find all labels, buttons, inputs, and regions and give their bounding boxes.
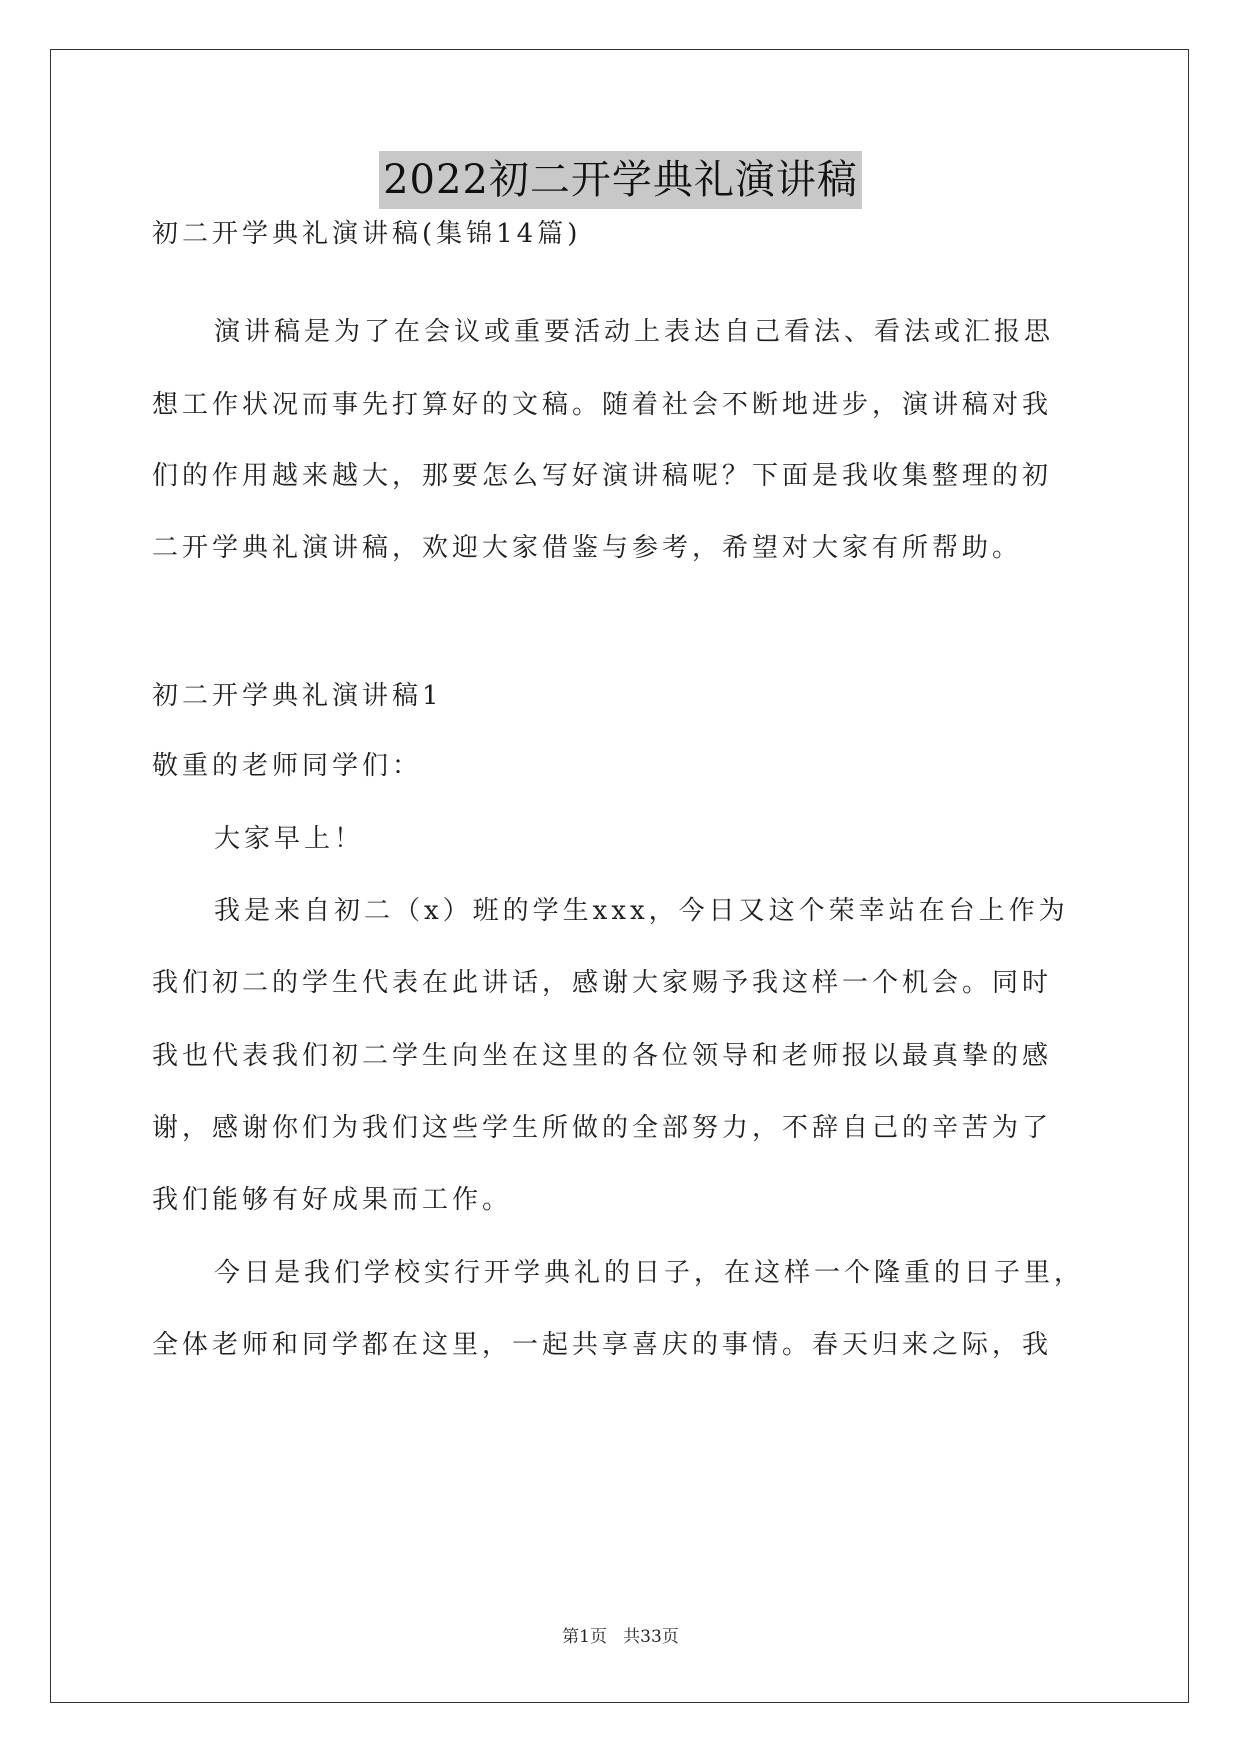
title-container <box>0 151 1241 209</box>
intro-paragraph-line-4: 二开学典礼演讲稿，欢迎大家借鉴与参考，希望对大家有所帮助。 <box>152 533 1023 563</box>
subtitle-line: 初二开学典礼演讲稿(集锦14篇) <box>152 219 582 249</box>
body-paragraph-1-line-5: 我们能够有好成果而工作。 <box>152 1185 513 1215</box>
document-title: 2022初二开学典礼演讲稿 <box>379 151 862 209</box>
page-border <box>50 49 1189 1703</box>
section-heading-1: 初二开学典礼演讲稿1 <box>152 681 443 711</box>
page-footer: 第1页 共33页 <box>562 1627 679 1647</box>
intro-paragraph-line-1: 演讲稿是为了在会议或重要活动上表达自己看法、看法或汇报思 <box>214 317 1055 347</box>
body-paragraph-1-line-4: 谢，感谢你们为我们这些学生所做的全部努力，不辞自己的辛苦为了 <box>152 1113 1053 1143</box>
body-paragraph-1-line-2: 我们初二的学生代表在此讲话，感谢大家赐予我这样一个机会。同时 <box>152 968 1053 998</box>
body-paragraph-1-line-3: 我也代表我们初二学生向坐在这里的各位领导和老师报以最真挚的感 <box>152 1041 1053 1071</box>
greeting: 大家早上！ <box>214 824 365 854</box>
salutation: 敬重的老师同学们： <box>152 751 423 781</box>
intro-paragraph-line-3: 们的作用越来越大，那要怎么写好演讲稿呢？下面是我收集整理的初 <box>152 461 1053 491</box>
body-paragraph-2-line-1: 今日是我们学校实行开学典礼的日子，在这样一个隆重的日子里， <box>214 1258 1085 1288</box>
body-paragraph-1-line-1: 我是来自初二（x）班的学生xxx，今日又这个荣幸站在台上作为 <box>214 896 1069 926</box>
body-paragraph-2-line-2: 全体老师和同学都在这里，一起共享喜庆的事情。春天归来之际，我 <box>152 1330 1053 1360</box>
intro-paragraph-line-2: 想工作状况而事先打算好的文稿。随着社会不断地进步，演讲稿对我 <box>152 390 1053 420</box>
